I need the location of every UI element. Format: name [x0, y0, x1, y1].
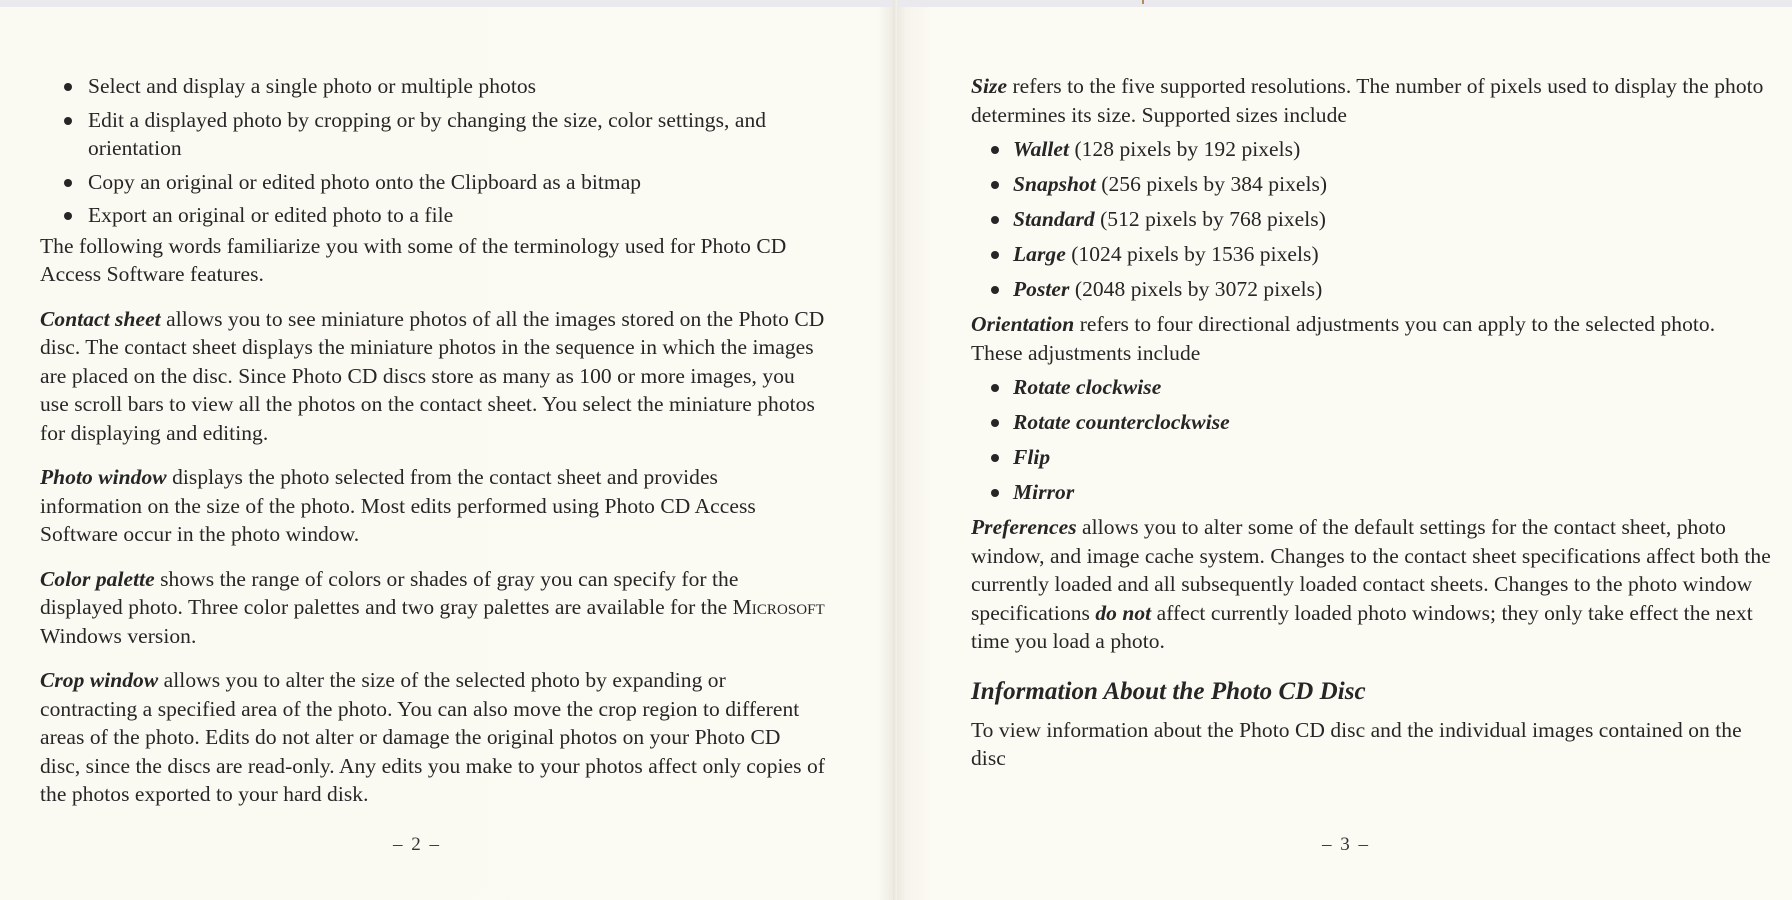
term-definition-end: affect currently loaded photo windows; they only take effect the next time you load a photo.: [971, 600, 1753, 653]
bullet-icon: [64, 179, 72, 187]
size-paragraph: [971, 72, 1771, 129]
term-definition: allows you to alter the size of the selected photo by expanding or contracting a specified area of the photo. You can also move the crop region to different areas of the photo. Edits do not alter or damage the original photos on your Photo CD disc, since the discs are read-only. Any edits you make to your photos affect only copies of the photos exported to your hard disk.: [40, 668, 825, 806]
list-item: [971, 275, 1771, 304]
left-page-content: [40, 72, 825, 825]
bullet-icon: [64, 117, 72, 125]
bullet-icon: [991, 384, 999, 392]
size-name: Poster: [1013, 277, 1070, 301]
list-item: [40, 168, 825, 197]
intro-paragraph: The following words familiarize you with some of the terminology used for Photo CD Access Software features.: [40, 233, 787, 286]
term-preferences: Preferences: [971, 515, 1077, 539]
bullet-icon: [991, 286, 999, 294]
brand-name: Microsoft: [732, 595, 825, 619]
size-detail: (1024 pixels by 1536 pixels): [1065, 242, 1319, 266]
term-definition: refers to the five supported resolutions. The number of pixels used to display the photo determines its size. Supported sizes include: [971, 74, 1764, 127]
term-definition: allows you to alter some of the default settings for the contact sheet, photo window, and image cache system. Changes to the contact sheet specifications affect both the currently loaded and all subsequently loaded contact sheets. Changes to the photo window specifications: [971, 515, 1771, 625]
section-paragraph: To view information about the Photo CD disc and the individual images contained on the disc: [971, 717, 1742, 770]
list-item: [971, 205, 1771, 234]
list-item-text: Edit a displayed photo by cropping or by changing the size, color settings, and orientation: [88, 107, 767, 160]
list-item: [971, 443, 1771, 472]
bullet-icon: [64, 212, 72, 220]
size-detail: (128 pixels by 192 pixels): [1069, 137, 1301, 161]
size-detail: (256 pixels by 384 pixels): [1095, 172, 1328, 196]
list-item: [971, 408, 1771, 437]
orientation-name: Flip: [1013, 445, 1051, 469]
term-definition-end: Windows version.: [40, 623, 197, 648]
orientation-name: Mirror: [1013, 480, 1075, 504]
list-item-text: Export an original or edited photo to a file: [88, 203, 454, 227]
size-name: Snapshot: [1013, 172, 1096, 196]
right-page: [895, 0, 1792, 900]
section-heading: Information About the Photo CD Disc: [971, 677, 1366, 705]
bullet-icon: [991, 181, 999, 189]
term-definition: shows the range of colors or shades of gray you can specify for the displayed photo. Three color palettes and two gray palettes are available for the: [40, 566, 739, 619]
list-item-text: Copy an original or edited photo onto the Clipboard as a bitmap: [88, 169, 642, 194]
orientation-list: [971, 373, 1771, 507]
bullet-icon: [991, 454, 999, 462]
size-list: [971, 135, 1771, 304]
term-definition: allows you to see miniature photos of all the images stored on the Photo CD disc. The contact sheet displays the miniature photos in the sequence in which the images are placed on the disc. Since Photo CD discs store as many as 100 or more images, you use scroll bars to view all the photos on the contact sheet. You select the miniature photos for displaying and editing.: [40, 306, 825, 445]
list-item: [40, 201, 825, 230]
page-number-left: – 2 –: [393, 834, 441, 855]
bullet-icon: [991, 146, 999, 154]
term-paragraph-crop-window: [40, 666, 825, 809]
list-item: [971, 170, 1771, 199]
size-detail: (512 pixels by 768 pixels): [1094, 207, 1326, 231]
term-paragraph-contact-sheet: [40, 305, 825, 448]
list-item: [40, 106, 825, 163]
term-crop-window: Crop window: [40, 668, 159, 692]
bullet-icon: [991, 419, 999, 427]
size-name: Large: [1013, 242, 1066, 266]
term-definition: refers to four directional adjustments you can apply to the selected photo. These adjustments include: [971, 312, 1716, 365]
bullet-icon: [991, 216, 999, 224]
preferences-paragraph: [971, 513, 1771, 656]
emphasis-do-not: do not: [1095, 600, 1152, 625]
bullet-icon: [991, 489, 999, 497]
list-item: [971, 373, 1771, 402]
term-paragraph-color-palette: [40, 565, 825, 651]
left-page: [0, 0, 895, 900]
list-item: [971, 240, 1771, 269]
orientation-paragraph: [971, 310, 1771, 367]
orientation-name: Rotate clockwise: [1013, 375, 1162, 399]
term-color-palette: Color palette: [40, 566, 155, 591]
page-number-right: – 3 –: [1322, 834, 1370, 855]
size-name: Standard: [1013, 207, 1095, 231]
list-item: [971, 478, 1771, 507]
term-orientation: Orientation: [971, 312, 1075, 336]
list-item: [40, 72, 825, 101]
term-definition: displays the photo selected from the contact sheet and provides information on the size of the photo. Most edits performed using Photo CD Access Software occur in the photo window.: [40, 465, 756, 546]
orientation-name: Rotate counterclockwise: [1013, 410, 1230, 434]
size-name: Wallet: [1013, 137, 1070, 161]
list-item-text: Select and display a single photo or multiple photos: [88, 74, 537, 98]
right-page-content: [971, 72, 1771, 789]
list-item: [971, 135, 1771, 164]
term-contact-sheet: Contact sheet: [40, 306, 161, 331]
size-detail: (2048 pixels by 3072 pixels): [1069, 277, 1323, 301]
term-paragraph-photo-window: [40, 463, 825, 549]
feature-list: [40, 72, 825, 230]
bullet-icon: [64, 83, 72, 91]
term-photo-window: Photo window: [40, 465, 167, 489]
bullet-icon: [991, 251, 999, 259]
term-size: Size: [971, 74, 1008, 98]
